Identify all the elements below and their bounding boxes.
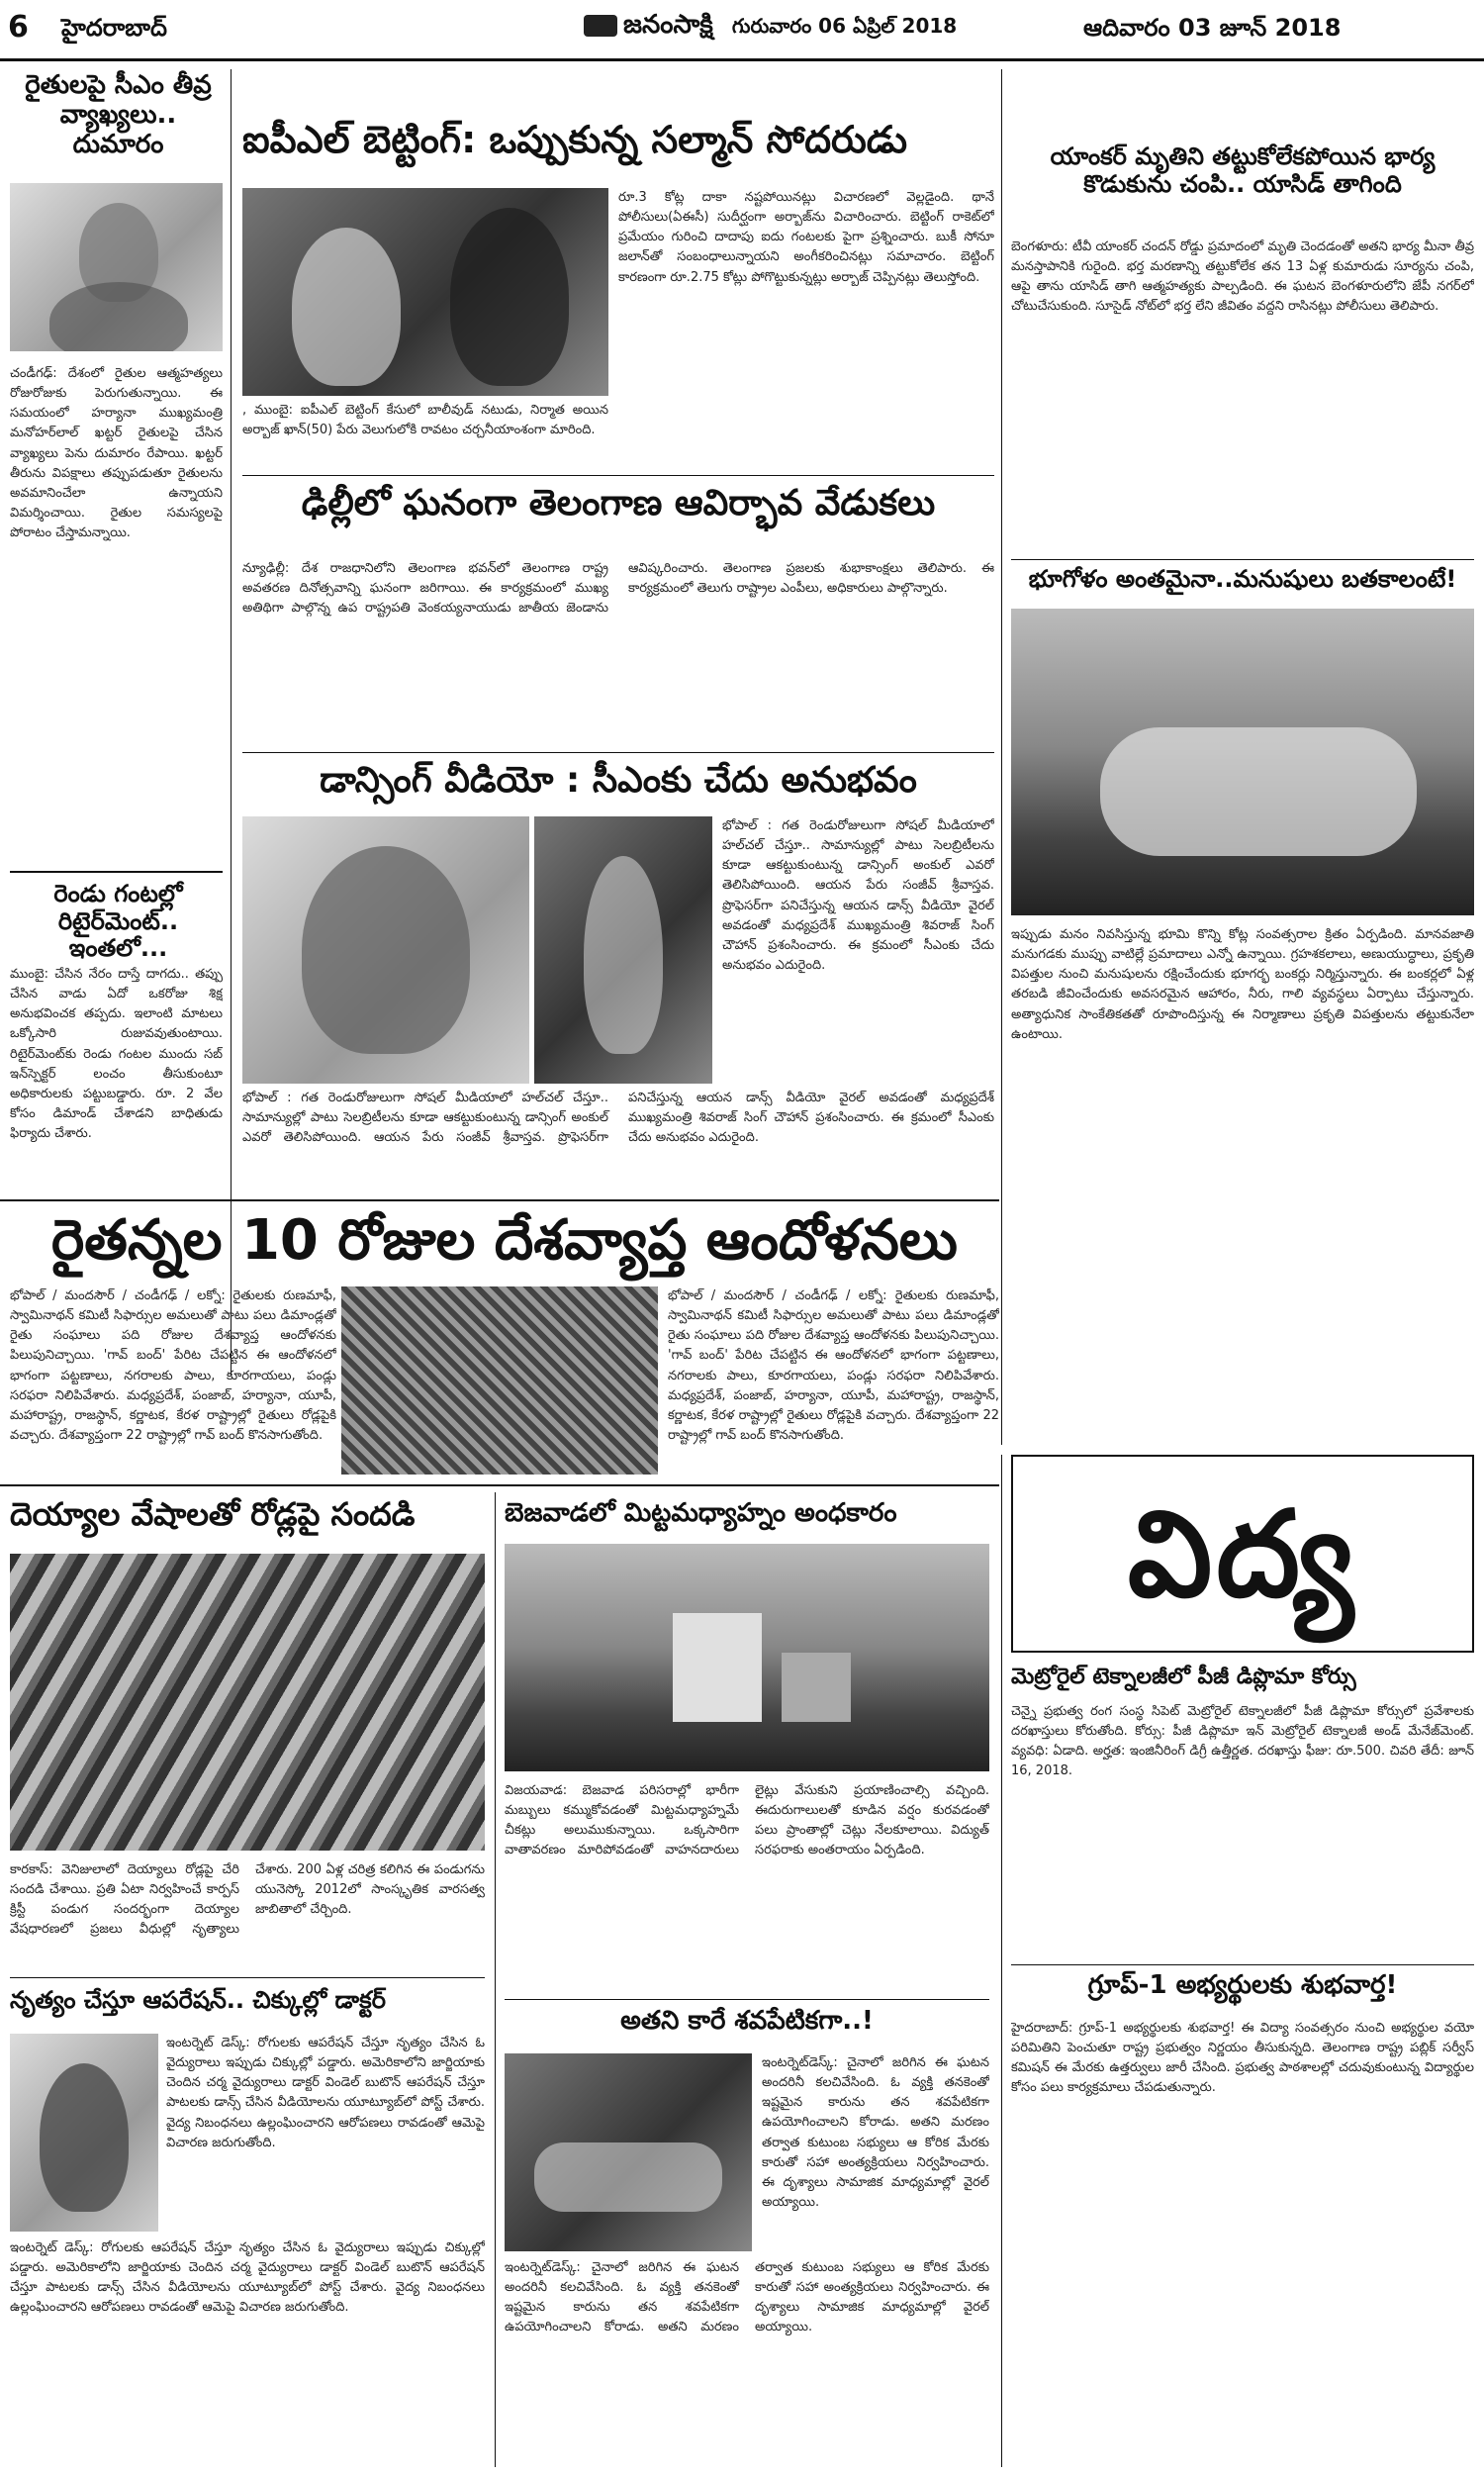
doctor-body: ఇంటర్నెట్‌ డెస్క్‌: రోగులకు ఆపరేషన్‌ చేస్తూ నృత్యం చేసిన ఓ వైద్యురాలు ఇప్పుడు చిక్కుల్లో పడ్డారు. అమెరికాలోని జార్జియాకు చెందిన చర్మ వైద్యురాలు డాక్టర్‌ విండెల్‌ బుటొన్‌ ఆపరేషన్‌ చేస్తూ పాటలకు డాన్స్‌ చేసిన వీడియోలను యూట్యూబ్‌లో పోస్ట్‌ చేశారు. వైద్య నిబంధనలు ఉల్లంఘించారని ఆరోపణలు రావడంతో ఆమెపై విచారణ జరుగుతోంది. (166, 2036, 485, 2150)
cm-photo (10, 183, 223, 351)
issue-date: ఆదివారం 03 జూన్ 2018 (1083, 14, 1342, 42)
divider (505, 1999, 989, 2000)
vidya-banner (1011, 1455, 1474, 1653)
divider (10, 1977, 485, 1978)
doctor-body-cont: ఇంటర్నెట్‌ డెస్క్‌: రోగులకు ఆపరేషన్‌ చేస్తూ నృత్యం చేసిన ఓ వైద్యురాలు ఇప్పుడు చిక్కుల్లో పడ్డారు. అమెరికాలోని జార్జియాకు చెందిన చర్మ వైద్యురాలు డాక్టర్‌ విండెల్‌ బుటొన్‌ ఆపరేషన్‌ చేస్తూ పాటలకు డాన్స్‌ చేసిన వీడియోలను యూట్యూబ్‌లో పోస్ట్‌ చేశారు. వైద్య నిబంధనలు ఉల్లంఘించారని ఆరోపణలు రావడంతో ఆమెపై విచారణ జరుగుతోంది. (10, 2240, 485, 2316)
retirement-body: ముంబై: చేసిన నేరం దాస్తే దాగదు.. తప్పు చేసిన వాడు ఏదో ఒకరోజు శిక్ష అనుభవించక తప్పదు. ఇలాంటి మాటలు ఒక్కోసారి రుజువవుతుంటాయి. రిటైర్‌మెంట్‌కు రెండు గంటల ముందు సబ్‌ ఇన్‌స్పెక్టర్‌ లంచం తీసుకుంటూ అధికారులకు పట్టుబడ్డారు. రూ. 2 వేల కోసం డిమాండ్‌ చేశాడని బాధితుడు ఫిర్యాదు చేశారు. (10, 967, 223, 1142)
column-rule (1001, 69, 1002, 1445)
doctor-headline: నృత్యం చేస్తూ ఆపరేషన్‌.. చిక్కుల్లో డాక్టర్‌ (10, 1986, 386, 2014)
divider (0, 1199, 999, 1201)
divider (0, 1484, 999, 1486)
festival-headline: దెయ్యాల వేషాలతో రోడ్లపై సందడి (10, 1495, 416, 1533)
wife-body: బెంగళూరు: టీవీ యాంకర్‌ చందన్‌ రోడ్డు ప్రమాదంలో మృతి చెందడంతో అతని భార్య మీనా తీవ్ర మనస్తాపానికి గురైంది. భర్త మరణాన్ని తట్టుకోలేక తన 13 ఏళ్ల కుమారుడు సూర్యను చంపి, ఆపై తాను యాసిడ్‌ తాగి ఆత్మహత్యకు పాల్పడింది. ఈ ఘటన బెంగళూరులోని జేపీ నగర్‌లో చోటుచేసుకుంది. సూసైడ్‌ నోట్‌లో భర్త లేని జీవితం వద్దని రాసినట్లు పోలీసులు తెలిపారు. (1011, 239, 1474, 315)
paper-logo (584, 10, 957, 46)
divider (1011, 559, 1474, 560)
car-body: ఇంటర్నెట్‌డెస్క్‌: చైనాలో జరిగిన ఈ ఘటన అందరినీ కలచివేసింది. ఓ వ్యక్తి తనకెంతో ఇష్టమైన కారును తన శవపేటికగా ఉపయోగించాలని కోరాడు. అతని మరణం తర్వాత కుటుంబ సభ్యులు ఆ కోరిక మేరకు కారుతో సహా అంత్యక్రియలు నిర్వహించారు. ఈ దృశ్యాలు సామాజిక మాధ్యమాల్లో వైరల్‌ అయ్యాయి. (762, 2055, 989, 2210)
cm-remarks-body: చండీగఢ్‌: దేశంలో రైతుల ఆత్మహత్యలు రోజురోజుకు పెరుగుతున్నాయి. ఈ సమయంలో హర్యానా ముఖ్యమంత్రి మనోహర్‌లాల్‌ ఖట్టర్‌ రైతులపై చేసిన వ్యాఖ్యలు పెను దుమారం రేపాయి. ఖట్టర్‌ తీరును విపక్షాలు తప్పుపడుతూ రైతులను అవమానించేలా ఉన్నాయని విమర్శించాయి. రైతుల సమస్యలపై పోరాటం చేస్తామన్నాయి. (10, 366, 223, 541)
paper-name: జనంసాక్షి (623, 10, 713, 40)
doctor-photo (10, 2034, 158, 2232)
divider (1011, 1964, 1474, 1965)
car-headline: అతని కారే శవపేటికగా..! (620, 2006, 874, 2036)
page-number: 6 (8, 10, 29, 45)
bunker-photo (1011, 609, 1474, 915)
farmers-headline: రైతన్నల 10 రోజుల దేశవ్యాప్త ఆందోళనలు (51, 1208, 958, 1273)
metro-body: చెన్నై ప్రభుత్వ రంగ సంస్థ సిపెట్‌ మెట్రోరైల్‌ టెక్నాలజీలో పీజీ డిప్లొమా కోర్సులో ప్రవేశాలకు దరఖాస్తులు కోరుతోంది. కోర్సు: పీజీ డిప్లొమా ఇన్‌ మెట్రోరైల్‌ టెక్నాలజీ అండ్‌ మేనేజ్‌మెంట్‌. వ్యవధి: ఏడాది. అర్హత: ఇంజినీరింగ్‌ డిగ్రీ ఉత్తీర్ణత. దరఖాస్తు ఫీజు: రూ.500. చివరి తేదీ: జూన్‌ 16, 2018. (1011, 1704, 1474, 1779)
column-rule (1001, 1455, 1002, 2467)
column-rule (495, 1492, 496, 2467)
car-photo (505, 2053, 752, 2251)
divider (242, 475, 994, 476)
telangana-headline: ఢిల్లీలో ఘనంగా తెలంగాణ ఆవిర్భావ వేడుకలు (301, 483, 936, 524)
group1-body: హైదరాబాద్‌: గ్రూప్‌-1 అభ్యర్థులకు శుభవార్త! ఈ విద్యా సంవత్సరం నుంచి అభ్యర్థుల వయో పరిమితిని పెంచుతూ రాష్ట్ర ప్రభుత్వం నిర్ణయం తీసుకున్నది. తెలంగాణ రాష్ట్ర పబ్లిక్‌ సర్వీస్‌ కమిషన్‌ ఈ మేరకు ఉత్తర్వులు జారీ చేసింది. ప్రభుత్వ పాఠశాలల్లో చదువుకుంటున్న విద్యార్థుల కోసం పలు కార్యక్రమాలు చేపడుతున్నారు. (1011, 2021, 1474, 2096)
professor-photo (242, 816, 529, 1084)
retirement-headline: రెండు గంటల్లో రిటైర్‌మెంట్‌.. ఇంతలో... (53, 880, 183, 963)
divider (10, 871, 223, 873)
divider (242, 752, 994, 753)
dancing-body-cont: భోపాల్‌ : గత రెండురోజులుగా సోషల్‌ మీడియాలో హల్‌చల్‌ చేస్తూ.. సామాన్యుల్లో పాటు సెలబ్రిటీలను కూడా ఆకట్టుకుంటున్న డాన్సింగ్‌ అంకుల్‌ ఎవరో తెలిసిపోయింది. ఆయన పేరు సంజీవ్‌ శ్రీవాస్తవ. ప్రొఫెసర్‌గా పనిచేస్తున్న ఆయన డాన్స్‌ వీడియో వైరల్‌ అవడంతో మధ్యప్రదేశ్‌ ముఖ్యమంత్రి శివరాజ్‌ సింగ్‌ చౌహాన్‌ ప్రశంసించారు. ఈ క్రమంలో సీఎంకు చేదు అనుభవం ఎదురైంది. (242, 1091, 994, 1146)
dance-photo (534, 816, 712, 1084)
cm-remarks-headline: రైతులపై సీఎం తీవ్ర వ్యాఖ్యలు.. దుమారం (25, 70, 212, 159)
farmers-photo (341, 1286, 658, 1475)
geography-body: ఇప్పుడు మనం నివసిస్తున్న భూమి కొన్ని కోట్ల సంవత్సరాల క్రితం ఏర్పడింది. మానవజాతి మనుగడకు ముప్పు వాటిల్లే ప్రమాదాలు ఎన్నో ఉన్నాయి. గ్రహశకలాలు, అణుయుద్ధాలు, ప్రకృతి విపత్తుల నుంచి మనుషులను రక్షించేందుకు భూగర్భ బంకర్లు నిర్మిస్తున్నారు. ఈ బంకర్లలో ఏళ్ల తరబడి జీవించేందుకు అవసరమైన ఆహారం, నీరు, గాలి వ్యవస్థలు ఏర్పాటు చేస్తున్నారు. అత్యాధునిక సాంకేతికతతో రూపొందిస్తున్న ఈ నిర్మాణాలు ప్రకృతి విపత్తులను తట్టుకునేలా ఉంటాయి. (1011, 927, 1474, 1042)
group1-headline: గ్రూప్‌-1 అభ్యర్థులకు శుభవార్త! (1087, 1970, 1398, 2000)
telangana-body: న్యూఢిల్లీ: దేశ రాజధానిలోని తెలంగాణ భవన్‌లో తెలంగాణ రాష్ట్ర అవతరణ దినోత్సవాన్ని ఘనంగా జరిగాయి. ఈ కార్యక్రమంలో ముఖ్య అతిథిగా పాల్గొన్న ఉప రాష్ట్రపతి వెంకయ్యనాయుడు జాతీయ జెండాను ఆవిష్కరించారు. తెలంగాణ ప్రజలకు శుభాకాంక్షలు తెలిపారు. ఈ కార్యక్రమంలో తెలుగు రాష్ట్రాల ఎంపీలు, అధికారులు పాల్గొన్నారు. (242, 561, 994, 617)
dancing-headline: డాన్సింగ్‌ వీడియో : సీఎంకు చేదు అనుభవం (320, 760, 917, 801)
festival-photo (10, 1554, 485, 1851)
farmers-body: భోపాల్‌ / మందసౌర్‌ / చండీగఢ్‌ / లక్నో: రైతులకు రుణమాఫీ, స్వామినాథన్‌ కమిటీ సిఫార్సుల అమలుతో పాటు పలు డిమాండ్లతో రైతు సంఘాలు పది రోజుల దేశవ్యాప్త ఆందోళనకు పిలుపునిచ్చాయి. 'గావ్‌ బంద్‌' పేరిట చేపట్టిన ఈ ఆందోళనలో భాగంగా పట్టణాలు, నగరాలకు పాలు, కూరగాయలు, పండ్లు సరఫరా నిలిపివేశారు. మధ్యప్రదేశ్‌, పంజాబ్‌, హర్యానా, యూపీ, మహారాష్ట్ర, రాజస్థాన్‌, కర్ణాటక, కేరళ రాష్ట్రాల్లో రైతులు రోడ్లపైకి వచ్చారు. దేశవ్యాప్తంగా 22 రాష్ట్రాల్లో గావ్‌ బంద్‌ కొనసాగుతోంది. (10, 1288, 336, 1443)
edition-date: గురువారం 06 ఏప్రిల్ 2018 (731, 14, 958, 38)
car-body-cont: ఇంటర్నెట్‌డెస్క్‌: చైనాలో జరిగిన ఈ ఘటన అందరినీ కలచివేసింది. ఓ వ్యక్తి తనకెంతో ఇష్టమైన కారును తన శవపేటికగా ఉపయోగించాలని కోరాడు. అతని మరణం తర్వాత కుటుంబ సభ్యులు ఆ కోరిక మేరకు కారుతో సహా అంత్యక్రియలు నిర్వహించారు. ఈ దృశ్యాలు సామాజిక మాధ్యమాల్లో వైరల్‌ అయ్యాయి. (505, 2260, 989, 2335)
page-section: హైదరాబాద్ (61, 14, 167, 42)
festival-body: కారకాస్‌: వెనిజులాలో దెయ్యాలు రోడ్లపై చేరి సందడి చేశాయి. ప్రతి ఏటా నిర్వహించే కార్పస్‌ క్రిస్టీ పండుగ సందర్భంగా దెయ్యాల వేషధారణలో ప్రజలు వీధుల్లో నృత్యాలు చేశారు. 200 ఏళ్ల చరిత్ర కలిగిన ఈ పండుగను యునెస్కో 2012లో సాంస్కృతిక వారసత్వ జాబితాలో చేర్చింది. (10, 1862, 485, 1938)
logo-icon (584, 15, 617, 37)
ipl-photo (242, 188, 608, 396)
vijayawada-headline: బెజవాడలో మిట్టమధ్యాహ్నం అంధకారం (505, 1498, 897, 1528)
dancing-body: భోపాల్‌ : గత రెండురోజులుగా సోషల్‌ మీడియాలో హల్‌చల్‌ చేస్తూ.. సామాన్యుల్లో పాటు సెలబ్రిటీలను కూడా ఆకట్టుకుంటున్న డాన్సింగ్‌ అంకుల్‌ ఎవరో తెలిసిపోయింది. ఆయన పేరు సంజీవ్‌ శ్రీవాస్తవ. ప్రొఫెసర్‌గా పనిచేస్తున్న ఆయన డాన్స్‌ వీడియో వైరల్‌ అవడంతో మధ్యప్రదేశ్‌ ముఖ్యమంత్రి శివరాజ్‌ సింగ్‌ చౌహాన్‌ ప్రశంసించారు. ఈ క్రమంలో సీఎంకు చేదు అనుభవం ఎదురైంది. (722, 818, 994, 973)
vijayawada-photo (505, 1544, 989, 1771)
wife-headline: యాంకర్‌ మృతిని తట్టుకోలేకపోయిన భార్య కొడుకును చంపి.. యాసిడ్‌ తాగింది (1050, 143, 1436, 198)
ipl-body: రూ.3 కోట్ల దాకా నష్టపోయినట్లు విచారణలో వెల్లడైంది. థానే పోలీసులు(ఏఈసీ) సుదీర్ఘంగా అర్బాజ్‌ను విచారించారు. బెట్టింగ్‌ రాకెట్‌లో ప్రమేయం గురించి దాదాపు ఐదు గంటలకు పైగా ప్రశ్నించారు. బుకీ సోనూ జలాన్‌తో సంబంధాలున్నాయని అంగీకరించినట్లు సమాచారం. బెట్టింగ్‌ కారణంగా రూ.2.75 కోట్లు పోగొట్టుకున్నట్లు అర్బాజ్‌ చెప్పినట్లు తెలుస్తోంది. (618, 190, 994, 285)
metro-headline: మెట్రోరైల్‌ టెక్నాలజీలో పీజీ డిప్లొమా కోర్సు (1011, 1665, 1356, 1689)
ipl-headline: ఐపీఎల్‌ బెట్టింగ్‌: ఒప్పుకున్న సల్మాన్‌ సోదరుడు (242, 118, 908, 161)
vidya-title: విద్య (1127, 1486, 1358, 1624)
vijayawada-body: విజయవాడ: బెజవాడ పరిసరాల్లో భారీగా మబ్బులు కమ్ముకోవడంతో మిట్టమధ్యాహ్నమే చీకట్లు అలుముకున్నాయి. ఒక్కసారిగా వాతావరణం మారిపోవడంతో వాహనదారులు లైట్లు వేసుకుని ప్రయాణించాల్సి వచ్చింది. ఈదురుగాలులతో కూడిన వర్షం కురవడంతో పలు ప్రాంతాల్లో చెట్లు నేలకూలాయి. విద్యుత్‌ సరఫరాకు అంతరాయం ఏర్పడింది. (505, 1783, 989, 1858)
ipl-caption: , ముంబై: ఐపీఎల్‌ బెట్టింగ్‌ కేసులో బాలీవుడ్‌ నటుడు, నిర్మాత అయిన అర్బాజ్‌ ఖాన్‌(50) పేరు వెలుగులోకి రావటం చర్చనీయాంశంగా మారింది. (242, 403, 608, 438)
farmers-body-cont: భోపాల్‌ / మందసౌర్‌ / చండీగఢ్‌ / లక్నో: రైతులకు రుణమాఫీ, స్వామినాథన్‌ కమిటీ సిఫార్సుల అమలుతో పాటు పలు డిమాండ్లతో రైతు సంఘాలు పది రోజుల దేశవ్యాప్త ఆందోళనకు పిలుపునిచ్చాయి. 'గావ్‌ బంద్‌' పేరిట చేపట్టిన ఈ ఆందోళనలో భాగంగా పట్టణాలు, నగరాలకు పాలు, కూరగాయలు, పండ్లు సరఫరా నిలిపివేశారు. మధ్యప్రదేశ్‌, పంజాబ్‌, హర్యానా, యూపీ, మహారాష్ట్ర, రాజస్థాన్‌, కర్ణాటక, కేరళ రాష్ట్రాల్లో రైతులు రోడ్లపైకి వచ్చారు. దేశవ్యాప్తంగా 22 రాష్ట్రాల్లో గావ్‌ బంద్‌ కొనసాగుతోంది. (668, 1288, 999, 1443)
column-rule (231, 69, 232, 1376)
masthead (0, 0, 1484, 61)
geography-headline: భూగోళం అంతమైనా..మనుషులు బతకాలంటే! (1028, 565, 1457, 593)
